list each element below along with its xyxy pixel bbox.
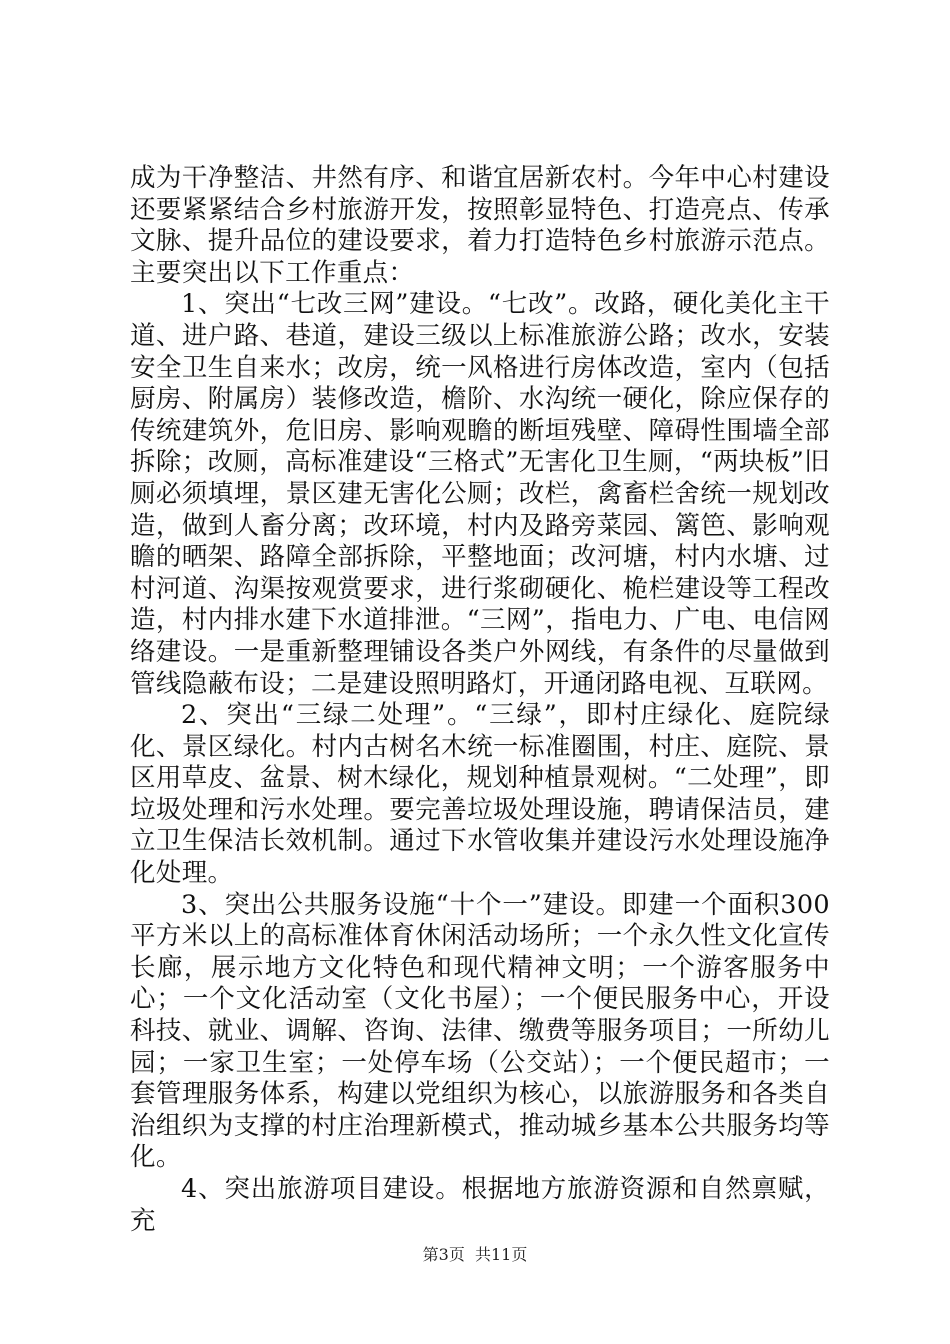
paragraph-seven-reforms: 1、突出“七改三网”建设。“七改”。改路，硬化美化主干道、进户路、巷道，建设三级以上标准旅游公路；改水，安装安全卫生自来水；改房，统一风格进行房体改造，室内（包括厨房、附属房）装修改造，檐阶、水沟统一硬化，除应保存的传统建筑外，危旧房、影响观瞻的断垣残壁、障碍性围墙全部拆除；改厕，高标准建设“三格式”无害化卫生厕，“两块板”旧厕必须填埋，景区建无害化公厕；改栏，禽畜栏舍统一规划改造，做到人畜分离；改环境，村内及路旁菜园、篱笆、影响观瞻的晒架、路障全部拆除，平整地面；改河塘，村内水塘、过村河道、沟渠按观赏要求，进行浆砌硬化、桅栏建设等工程改造，村内排水建下水道排泄。“三网”，指电力、广电、电信网络建设。一是重新整理铺设各类户外网线，有条件的尽量做到管线隐蔽布设；二是建设照明路灯，开通闭路电视、互联网。 — [130, 289, 830, 699]
document-body — [130, 163, 830, 1237]
page-footer — [0, 1242, 950, 1265]
page-number: 第3页 共11页 — [422, 1245, 528, 1264]
paragraph-greening: 2、突出“三绿二处理”。“三绿”，即村庄绿化、庭院绿化、景区绿化。村内古树名木统一标准圈围，村庄、庭院、景区用草皮、盆景、树木绿化，规划种植景观树。“二处理”，即垃圾处理和污水处理。要完善垃圾处理设施，聘请保洁员，建立卫生保洁长效机制。通过下水管收集并建设污水处理设施净化处理。 — [130, 700, 830, 889]
paragraph-public-services: 3、突出公共服务设施“十个一”建设。即建一个面积300平方米以上的高标准体育休闲活动场所；一个永久性文化宣传长廊，展示地方文化特色和现代精神文明；一个游客服务中心；一个文化活动室（文化书屋）；一个便民服务中心，开设科技、就业、调解、咨询、法律、缴费等服务项目；一所幼儿园；一家卫生室；一处停车场（公交站）；一个便民超市；一套管理服务体系，构建以党组织为核心，以旅游服务和各类自治组织为支撑的村庄治理新模式，推动城乡基本公共服务均等化。 — [130, 889, 830, 1173]
paragraph-tourism-projects: 4、突出旅游项目建设。根据地方旅游资源和自然禀赋，充 — [130, 1174, 830, 1236]
paragraph-intro: 成为干净整洁、井然有序、和谐宜居新农村。今年中心村建设还要紧紧结合乡村旅游开发，按照彰显特色、打造亮点、传承文脉、提升品位的建设要求，着力打造特色乡村旅游示范点。主要突出以下工作重点： — [130, 163, 830, 288]
